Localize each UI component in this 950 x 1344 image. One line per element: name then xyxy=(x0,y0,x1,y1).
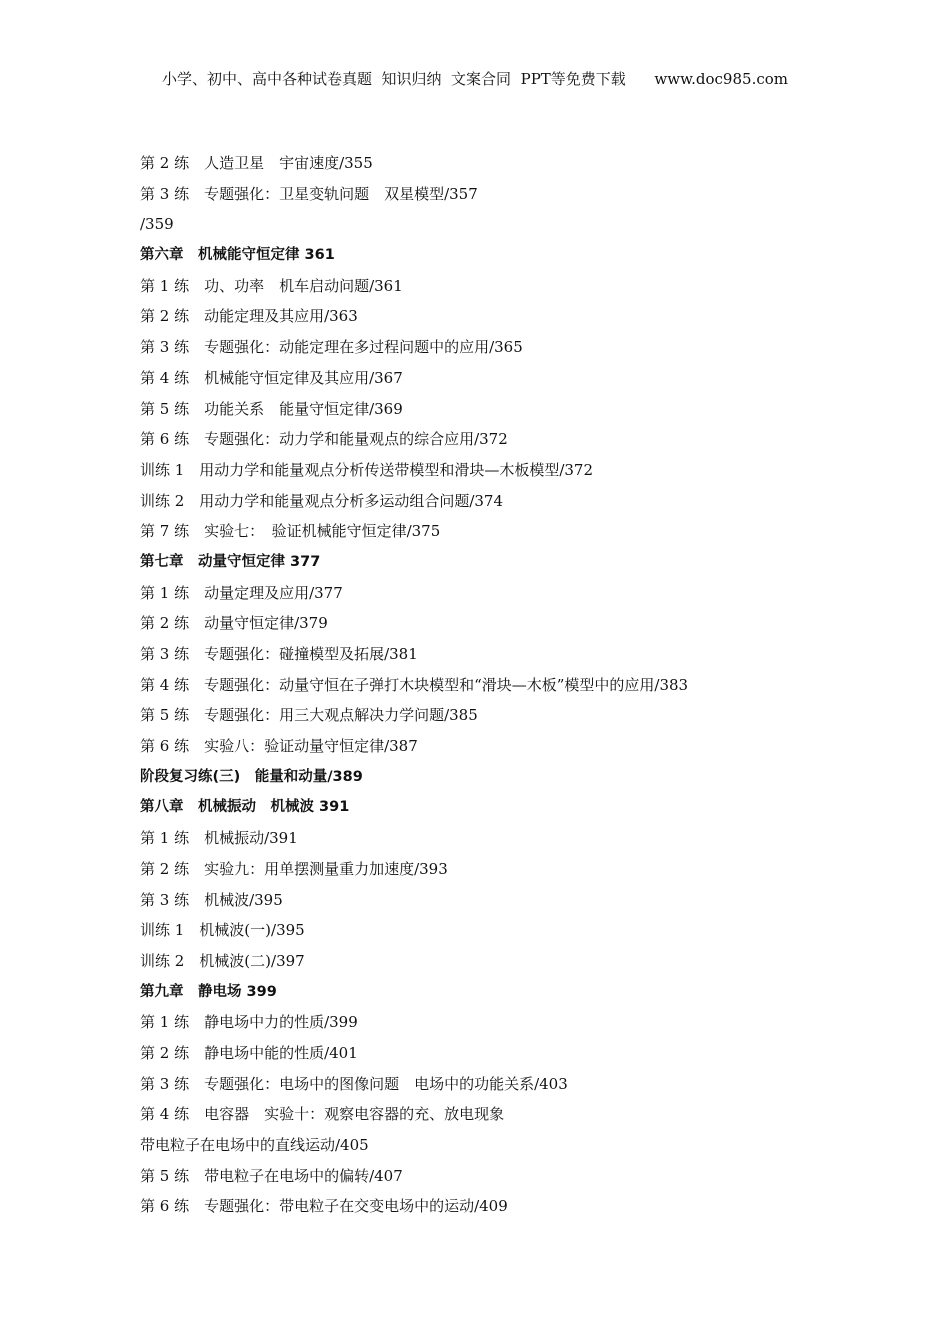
chapter-heading: 第六章 机械能守恒定律 361 xyxy=(140,247,335,264)
toc-entry: 训练 2 机械波(二)/397 xyxy=(140,951,305,970)
toc-entry: 第 3 练 专题强化：电场中的图像问题 电场中的功能关系/403 xyxy=(140,1074,568,1093)
chapter-heading: 第八章 机械振动 机械波 391 xyxy=(140,799,350,816)
chapter-heading: 第七章 动量守恒定律 377 xyxy=(140,553,321,570)
page-header: 小学、初中、高中各种试卷真题 知识归纳 文案合同 PPT等免费下载 www.doc985.com xyxy=(161,70,788,88)
toc-entry: 第 1 练 静电场中力的性质/399 xyxy=(140,1013,358,1032)
toc-entry: 第 5 练 专题强化：用三大观点解决力学问题/385 xyxy=(140,706,478,725)
toc-entry: 训练 1 用动力学和能量观点分析传送带模型和滑块—木板模型/372 xyxy=(140,460,593,479)
toc-entry: /359 xyxy=(140,215,174,234)
toc-entry: 第 3 练 专题强化：卫星变轨问题 双星模型/357 xyxy=(140,184,478,203)
toc-entry: 第 3 练 专题强化：动能定理在多过程问题中的应用/365 xyxy=(140,338,523,357)
toc-entry: 第 5 练 功能关系 能量守恒定律/369 xyxy=(140,399,403,418)
toc-entry: 第 6 练 专题强化：动力学和能量观点的综合应用/372 xyxy=(140,430,508,449)
toc-entry: 第 2 练 人造卫星 宇宙速度/355 xyxy=(140,154,373,172)
chapter-heading: 阶段复习练(三) 能量和动量/389 xyxy=(140,768,363,785)
toc-entry: 第 1 练 机械振动/391 xyxy=(140,829,298,848)
toc-entry: 第 2 练 动量守恒定律/379 xyxy=(140,614,328,633)
toc-entry: 第 2 练 静电场中能的性质/401 xyxy=(140,1043,358,1062)
toc-entry: 第 5 练 带电粒子在电场中的偏转/407 xyxy=(140,1166,403,1185)
toc-entry: 第 3 练 机械波/395 xyxy=(140,890,283,909)
toc-entry: 第 3 练 专题强化：碰撞模型及拓展/381 xyxy=(140,645,418,663)
toc-entry: 第 2 练 动能定理及其应用/363 xyxy=(140,307,358,326)
toc-entry: 第 6 练 专题强化：带电粒子在交变电场中的运动/409 xyxy=(140,1197,508,1216)
toc-entry: 第 4 练 专题强化：动量守恒在子弹打木块模型和“滑块—木板”模型中的应用/383 xyxy=(140,675,689,694)
toc-entry: 带电粒子在电场中的直线运动/405 xyxy=(140,1136,369,1154)
toc-entry: 第 7 练 实验七： 验证机械能守恒定律/375 xyxy=(140,522,441,541)
toc-entry: 第 1 练 动量定理及应用/377 xyxy=(140,583,343,602)
toc-entry: 第 4 练 电容器 实验十：观察电容器的充、放电现象 xyxy=(140,1105,505,1124)
table-of-contents xyxy=(140,148,920,1222)
toc-entry: 第 1 练 功、功率 机车启动问题/361 xyxy=(140,276,403,295)
toc-entry: 训练 2 用动力学和能量观点分析多运动组合问题/374 xyxy=(140,491,503,510)
toc-entry: 第 6 练 实验八：验证动量守恒定律/387 xyxy=(140,737,418,756)
toc-entry: 训练 1 机械波(一)/395 xyxy=(140,921,305,940)
toc-entry: 第 4 练 机械能守恒定律及其应用/367 xyxy=(140,368,403,387)
toc-entry: 第 2 练 实验九：用单摆测量重力加速度/393 xyxy=(140,859,448,878)
chapter-heading: 第九章 静电场 399 xyxy=(140,983,277,1000)
